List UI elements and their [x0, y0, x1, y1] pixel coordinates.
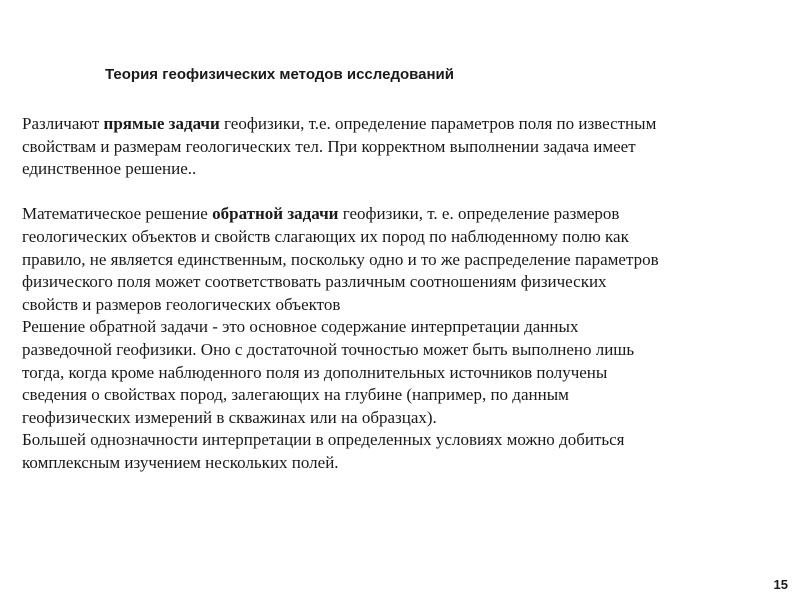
text-span: Различают — [22, 114, 104, 133]
paragraph-1-line-3: единственное решение.. — [22, 159, 197, 179]
text-span: геофизики, т.е. определение параметров поля по известным — [219, 114, 657, 133]
text-span: Математическое решение — [22, 204, 213, 224]
page-number: 15 — [773, 577, 788, 592]
paragraph-3-line-1: Решение обратной задачи - это основное содержание интерпретации данных — [22, 317, 579, 337]
paragraph-4-line-1: Большей однозначности интерпретации в определенных условиях можно добиться — [22, 430, 625, 450]
paragraph-1-line-2: свойствам и размерам геологических тел. При корректном выполнении задача имеет — [22, 136, 636, 156]
slide-body — [22, 113, 782, 475]
paragraph-3-line-4: сведения о свойствах пород, залегающих на глубине (например, по данным — [22, 385, 569, 405]
paragraph-gap — [22, 181, 782, 204]
bold-term-direct-problem: прямые задачи — [103, 114, 220, 133]
text-span: геофизики, т. е. определение размеров — [338, 204, 620, 224]
paragraph-4-line-2: комплексным изучением нескольких полей. — [22, 452, 339, 472]
paragraph-2-line-1 — [22, 203, 782, 226]
paragraph-3-line-5: геофизических измерений в скважинах или на образцах). — [22, 407, 437, 427]
paragraph-3-line-2: разведочной геофизики. Оно с достаточной точностью может быть выполнено лишь — [22, 339, 635, 359]
slide-title: Теория геофизических методов исследований — [105, 66, 454, 83]
paragraph-1-line-1 — [22, 113, 782, 136]
paragraph-2-line-3: правило, не является единственным, поскольку одно и то же распределение параметров — [22, 249, 659, 269]
paragraph-2-line-4: физического поля может соответствовать различным соотношениям физических — [22, 272, 607, 292]
paragraph-3-line-3: тогда, когда кроме наблюденного поля из дополнительных источников получены — [22, 362, 608, 382]
paragraph-2-line-2: геологических объектов и свойств слагающих их пород по наблюденному полю как — [22, 226, 629, 246]
paragraph-2-line-5: свойств и размеров геологических объектов — [22, 294, 341, 314]
bold-term-inverse-problem: обратной задачи — [212, 204, 339, 224]
